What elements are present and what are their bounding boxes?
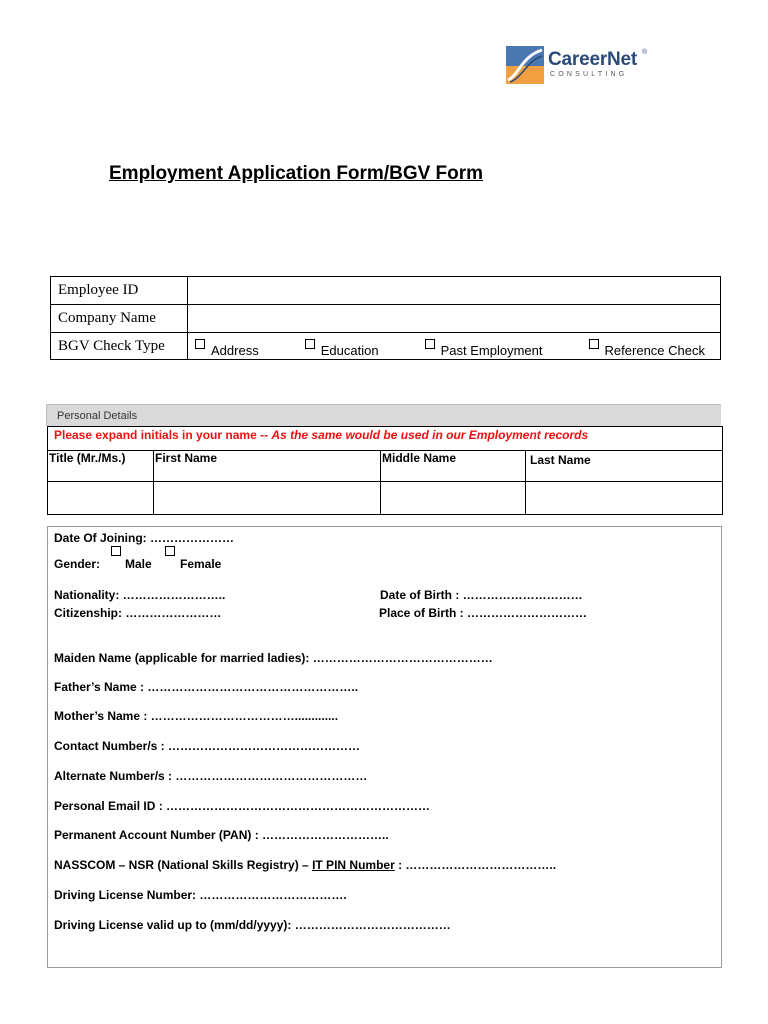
careernet-logo bbox=[506, 46, 656, 86]
personal-details-label: Personal Details bbox=[57, 410, 138, 422]
logo-subtitle: CONSULTING bbox=[550, 71, 628, 78]
name-note-italic: As the same would be used in our Employment records bbox=[271, 428, 589, 442]
checkbox-icon[interactable] bbox=[195, 339, 205, 349]
mothers-name-field[interactable]: Mother’s Name : ………………………………............. bbox=[54, 709, 339, 723]
bgv-check-type-label: BGV Check Type bbox=[51, 333, 188, 360]
name-col-middle: Middle Name bbox=[381, 451, 526, 482]
nasscom-prefix: NASSCOM – NSR (National Skills Registry) – bbox=[54, 858, 313, 872]
logo-name: CareerNet bbox=[548, 49, 638, 70]
nationality-field[interactable]: Nationality: …………………….. bbox=[54, 588, 226, 602]
name-col-title: Title (Mr./Ms.) bbox=[48, 451, 154, 482]
bgv-option-label: Past Employment bbox=[440, 342, 543, 358]
middle-name-field[interactable] bbox=[381, 482, 526, 515]
driving-license-valid-field[interactable]: Driving License valid up to (mm/dd/yyyy): ………………………………… bbox=[54, 918, 451, 932]
title-field[interactable] bbox=[48, 482, 154, 515]
employee-id-label: Employee ID bbox=[51, 277, 188, 305]
date-of-joining-field[interactable]: Date Of Joining: ………………… bbox=[54, 531, 234, 545]
form-title: Employment Application Form/BGV Form bbox=[109, 163, 484, 184]
last-name-field[interactable] bbox=[526, 482, 723, 515]
name-col-last: Last Name bbox=[526, 451, 723, 482]
maiden-name-field[interactable]: Maiden Name (applicable for married ladies): ……………………………………… bbox=[54, 651, 493, 665]
bgv-option-label: Reference Check bbox=[604, 342, 705, 358]
careernet-logo-mark-icon bbox=[506, 46, 544, 84]
nasscom-suffix: : ……………………………….. bbox=[394, 858, 557, 872]
bgv-option-past-employment[interactable] bbox=[425, 343, 543, 358]
name-col-first: First Name bbox=[154, 451, 381, 482]
bgv-check-type-options bbox=[188, 333, 721, 360]
nasscom-it-pin-field[interactable] bbox=[54, 858, 556, 872]
bgv-option-address[interactable] bbox=[195, 343, 259, 358]
name-note-main: Please expand initials in your name -- bbox=[54, 428, 272, 442]
gender-label: Gender: bbox=[54, 557, 101, 571]
it-pin-number-label: IT PIN Number bbox=[312, 858, 395, 872]
gender-female-checkbox-icon[interactable] bbox=[165, 546, 175, 556]
gender-male-label: Male bbox=[125, 557, 152, 571]
gender-female-label: Female bbox=[180, 557, 222, 571]
bgv-option-label: Address bbox=[211, 342, 259, 358]
gender-male-checkbox-icon[interactable] bbox=[111, 546, 121, 556]
personal-details-header bbox=[46, 404, 721, 426]
checkbox-icon[interactable] bbox=[425, 339, 435, 349]
alternate-numbers-field[interactable]: Alternate Number/s : ………………………………………… bbox=[54, 769, 368, 783]
employee-id-field[interactable] bbox=[188, 277, 721, 305]
name-instructions bbox=[47, 426, 723, 451]
checkbox-icon[interactable] bbox=[589, 339, 599, 349]
checkbox-icon[interactable] bbox=[305, 339, 315, 349]
fathers-name-field[interactable]: Father’s Name : …………………………………………….. bbox=[54, 680, 359, 694]
employee-info-table bbox=[50, 276, 721, 360]
personal-email-field[interactable]: Personal Email ID : ………………………………………………………… bbox=[54, 799, 431, 813]
first-name-field[interactable] bbox=[154, 482, 381, 515]
citizenship-field[interactable]: Citizenship: …………………… bbox=[54, 606, 222, 620]
contact-numbers-field[interactable]: Contact Number/s : ………………………………………… bbox=[54, 739, 361, 753]
driving-license-number-field[interactable]: Driving License Number: ………………………………. bbox=[54, 888, 347, 902]
name-table bbox=[47, 450, 723, 515]
logo-registered-mark: ® bbox=[642, 49, 648, 56]
bgv-option-label: Education bbox=[320, 342, 379, 358]
bgv-option-reference-check[interactable] bbox=[589, 343, 705, 358]
place-of-birth-field[interactable]: Place of Birth : ………………………… bbox=[379, 606, 588, 620]
pan-field[interactable]: Permanent Account Number (PAN) : ………………………….. bbox=[54, 828, 389, 842]
date-of-birth-field[interactable]: Date of Birth : ………………………… bbox=[380, 588, 583, 602]
company-name-label: Company Name bbox=[51, 305, 188, 333]
bgv-option-education[interactable] bbox=[305, 343, 379, 358]
company-name-field[interactable] bbox=[188, 305, 721, 333]
